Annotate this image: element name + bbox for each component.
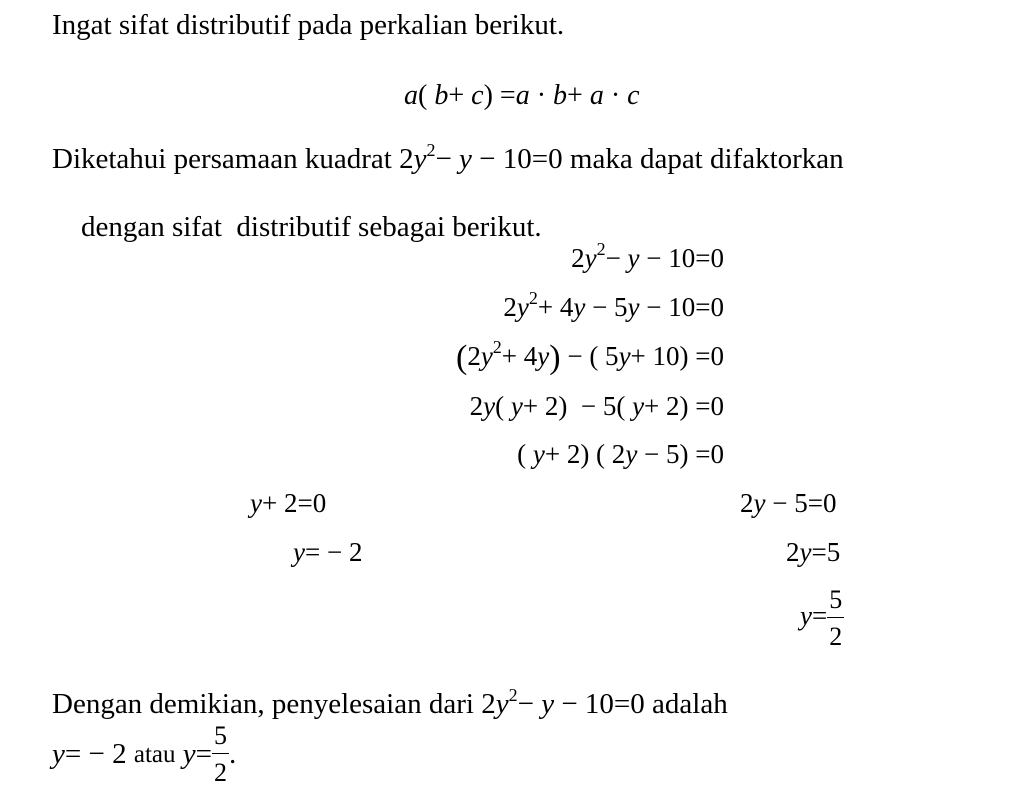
rule-equals: = [499, 80, 516, 111]
right-line1-rest: − 5=0 [765, 488, 837, 518]
answer2-eq: = [195, 738, 212, 770]
rule-c: c [471, 80, 484, 111]
step-1-b: − [605, 243, 628, 273]
step-4-var: y [483, 391, 496, 421]
step-4 [470, 390, 724, 422]
rule-rhs-plus: + [567, 80, 583, 111]
step-3-a: 2 [467, 341, 481, 371]
left-line1-rest: + 2=0 [261, 488, 327, 518]
step-4-var2: y [510, 391, 523, 421]
problem-line-1 [52, 142, 844, 176]
conclusion-eq-minus: − [517, 688, 534, 720]
right-solution-line-1 [740, 487, 836, 519]
problem-eq-exp: 2 [426, 140, 436, 160]
step-3-b: + 4 [501, 341, 538, 371]
problem-eq-var2: y [459, 143, 472, 175]
intro-text [52, 8, 564, 42]
problem-eq-tail: − 10=0 [479, 143, 563, 175]
step-3-var3: y [618, 341, 631, 371]
left-solution-line-1 [250, 487, 326, 519]
answer1-rest: = − 2 [64, 738, 127, 770]
answer2-denominator: 2 [213, 758, 227, 787]
fraction-numerator: 5 [827, 587, 844, 618]
step-5-c: − 5) =0 [637, 439, 724, 469]
right-solution-line-3 [800, 587, 844, 650]
answer-connector: atau [133, 741, 176, 768]
intro-sentence: Ingat sifat distributif pada perkalian berikut. [52, 9, 565, 41]
answer1-var: y [52, 738, 65, 770]
problem-eq-minus: − [435, 143, 452, 175]
rule-b: b [434, 80, 449, 111]
left-line2-rest: = − 2 [304, 537, 363, 567]
step-5 [517, 438, 724, 470]
step-1-a: 2 [571, 243, 585, 273]
step-2-c: − 5 [585, 292, 628, 322]
rule-dot1: · [536, 80, 547, 111]
step-2-var: y [516, 292, 529, 322]
rule-dot2: · [610, 80, 621, 111]
step-3-c: − ( 5 [560, 341, 619, 371]
step-5-b: + 2) ( 2 [544, 439, 626, 469]
right-line1-var: y [753, 488, 766, 518]
left-line2-var: y [293, 537, 305, 567]
problem-line2-text: dengan sifat distributif sebagai berikut. [81, 211, 542, 243]
right-line2-coef: 2 [786, 537, 800, 567]
step-4-c: + 2) − 5( [522, 391, 633, 421]
problem-line-2 [52, 176, 542, 278]
step-2 [503, 288, 724, 323]
step-2-a: 2 [503, 292, 517, 322]
rule-plus: + [448, 80, 465, 111]
fraction-denominator: 2 [829, 622, 843, 651]
rule-open-paren: ( [418, 80, 428, 111]
answer-period: . [228, 738, 237, 770]
conclusion-line-2 [52, 723, 236, 786]
answer2-numerator: 5 [212, 723, 229, 754]
rule-rhs-c: c [627, 80, 640, 111]
conclusion-after: adalah [652, 688, 728, 720]
problem-after: maka dapat difaktorkan [569, 143, 844, 175]
step-1-var2: y [627, 243, 640, 273]
step-1 [571, 239, 724, 274]
step-2-b: + 4 [537, 292, 574, 322]
rule-close-paren: ) [483, 80, 493, 111]
conclusion-before: Dengan demikian, penyelesaian dari [52, 688, 474, 720]
step-3-close: ) [549, 339, 561, 376]
right-line2-rest: =5 [811, 537, 841, 567]
answer2-var: y [182, 738, 196, 770]
right-line3-fraction [827, 587, 844, 650]
rule-rhs-a2: a [589, 80, 604, 111]
step-1-c: − 10=0 [639, 243, 724, 273]
rule-a: a [404, 80, 418, 111]
step-3-open: ( [455, 339, 468, 376]
right-line3-var: y [800, 600, 812, 631]
conclusion-eq-var2: y [541, 688, 555, 720]
problem-eq-var: y [413, 143, 427, 175]
step-1-var: y [584, 243, 597, 273]
distributive-rule [404, 80, 640, 112]
conclusion-eq-var: y [495, 688, 509, 720]
rule-rhs-a1: a [515, 80, 530, 111]
step-1-exp: 2 [596, 239, 606, 259]
right-line1-coef: 2 [740, 488, 754, 518]
conclusion-line-1 [52, 687, 728, 721]
step-4-var3: y [632, 391, 645, 421]
right-solution-line-2 [786, 536, 840, 568]
step-2-exp: 2 [528, 288, 538, 308]
conclusion-equation [481, 685, 645, 720]
step-5-var2: y [625, 439, 638, 469]
conclusion-eq-coef: 2 [481, 688, 496, 720]
answer2-fraction [212, 723, 229, 786]
step-5-a: ( [517, 439, 533, 469]
rule-rhs-b: b [553, 80, 568, 111]
step-3-exp: 2 [492, 337, 502, 357]
step-2-var2: y [573, 292, 586, 322]
step-4-d: + 2) =0 [644, 391, 724, 421]
step-3-d: + 10) =0 [630, 341, 724, 371]
step-2-d: − 10=0 [639, 292, 724, 322]
left-solution-line-2 [293, 536, 362, 568]
step-3-var: y [480, 341, 493, 371]
conclusion-eq-exp: 2 [508, 685, 518, 705]
step-2-var3: y [627, 292, 640, 322]
step-3 [455, 337, 724, 376]
step-4-a: 2 [469, 391, 484, 421]
step-5-var: y [532, 439, 545, 469]
right-line2-var: y [799, 537, 812, 567]
left-line1-var: y [250, 488, 262, 518]
step-4-b: ( [495, 391, 511, 421]
problem-equation [399, 140, 563, 175]
step-3-var2: y [537, 341, 550, 371]
right-line3-eq: = [811, 600, 828, 631]
problem-before: Diketahui persamaan kuadrat [52, 143, 392, 175]
conclusion-eq-tail: − 10=0 [561, 688, 645, 720]
problem-eq-coef: 2 [399, 143, 414, 175]
